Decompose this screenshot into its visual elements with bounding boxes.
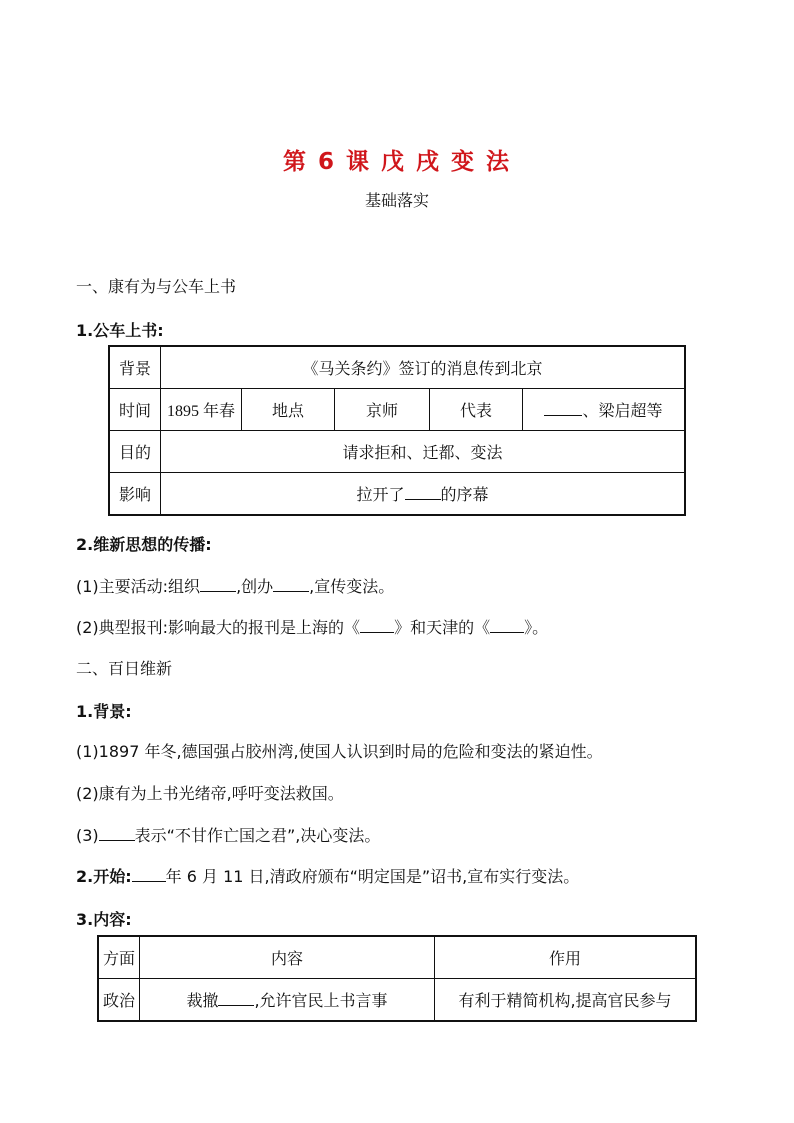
cell-label: 影响 bbox=[109, 473, 161, 516]
heading-content: 3.内容: bbox=[76, 910, 132, 929]
gongche-table bbox=[108, 345, 686, 516]
cell-place: 京师 bbox=[335, 389, 430, 431]
cell-text: 拉开了 bbox=[356, 485, 405, 504]
fill-blank bbox=[405, 485, 441, 500]
cell-label: 背景 bbox=[109, 346, 161, 389]
table-row bbox=[109, 431, 685, 473]
paragraph: 2.开始: 年 6 月 11 日,清政府颁布“明定国是”诏书,宣布实行变法。 bbox=[76, 867, 580, 886]
paragraph: (2)典型报刊:影响最大的报刊是上海的《 》和天津的《 》。 bbox=[76, 618, 549, 637]
cell-rep bbox=[523, 389, 686, 431]
section-heading-1: 一、康有为与公车上书 bbox=[76, 277, 237, 296]
cell-rep-text: 、梁启超等 bbox=[582, 401, 663, 420]
cell-content: 裁撤 ,允许官民上书言事 bbox=[140, 979, 435, 1022]
paragraph: (2)康有为上书光绪帝,呼吁变法救国。 bbox=[76, 784, 344, 803]
header-cell: 内容 bbox=[140, 936, 435, 979]
cell-place-label: 地点 bbox=[242, 389, 335, 431]
cell-aspect: 政治 bbox=[98, 979, 140, 1022]
header-cell: 方面 bbox=[98, 936, 140, 979]
header-cell: 作用 bbox=[435, 936, 697, 979]
table-header-row bbox=[98, 936, 696, 979]
heading-spread: 2.维新思想的传播: bbox=[76, 535, 212, 554]
table-row bbox=[109, 346, 685, 389]
content-table bbox=[97, 935, 697, 1022]
cell-value bbox=[161, 473, 686, 516]
fill-blank bbox=[200, 577, 236, 592]
page-title: 第 6 课 戊 戌 变 法 bbox=[282, 149, 512, 175]
table-row bbox=[109, 473, 685, 516]
cell-value: 请求拒和、迁都、变法 bbox=[161, 431, 686, 473]
cell-rep-label: 代表 bbox=[430, 389, 523, 431]
cell-time: 1895 年春 bbox=[161, 389, 242, 431]
cell-label: 时间 bbox=[109, 389, 161, 431]
fill-blank bbox=[132, 867, 166, 882]
cell-label: 目的 bbox=[109, 431, 161, 473]
fill-blank bbox=[360, 618, 394, 633]
fill-blank bbox=[490, 618, 524, 633]
heading-background: 1.背景: bbox=[76, 702, 132, 721]
fill-blank bbox=[99, 826, 135, 841]
page-subtitle: 基础落实 bbox=[364, 191, 429, 210]
fill-blank bbox=[218, 991, 254, 1006]
table-row bbox=[109, 389, 685, 431]
paragraph: (3) 表示“不甘作亡国之君”,决心变法。 bbox=[76, 826, 381, 845]
cell-text: 的序幕 bbox=[440, 485, 489, 504]
heading-gongche: 1.公车上书: bbox=[76, 321, 164, 340]
paragraph: (1)主要活动:组织 ,创办 ,宣传变法。 bbox=[76, 577, 395, 596]
fill-blank bbox=[544, 401, 582, 416]
fill-blank bbox=[273, 577, 309, 592]
section-heading-2: 二、百日维新 bbox=[76, 659, 173, 678]
table-row bbox=[98, 979, 696, 1022]
paragraph: (1)1897 年冬,德国强占胶州湾,使国人认识到时局的危险和变法的紧迫性。 bbox=[76, 742, 603, 761]
cell-effect: 有利于精简机构,提高官民参与 bbox=[435, 979, 697, 1022]
cell-value: 《马关条约》签订的消息传到北京 bbox=[161, 346, 686, 389]
